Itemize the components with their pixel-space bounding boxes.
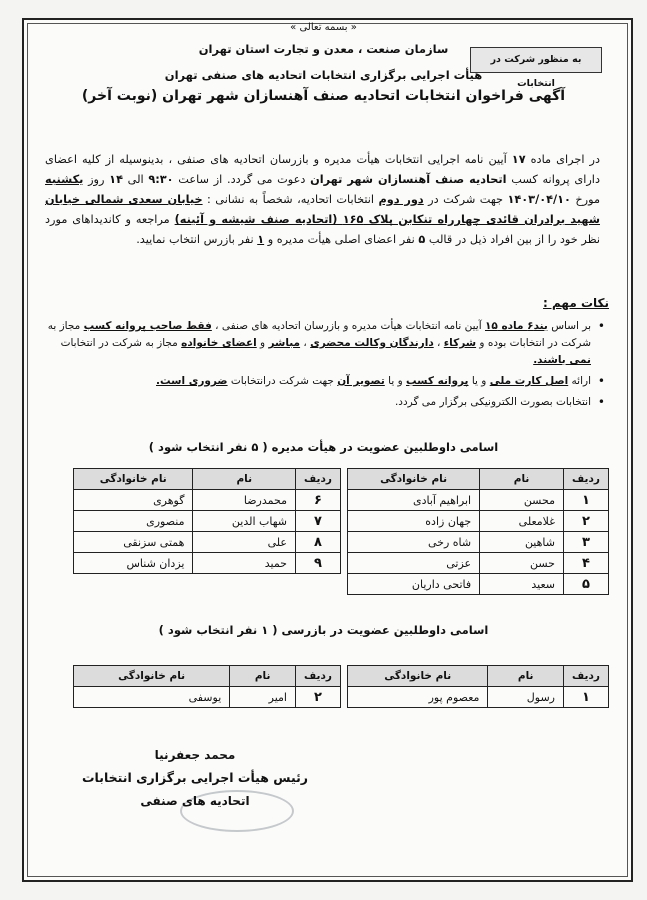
table-row: ۹ حمید یزدان شناس xyxy=(74,553,341,574)
column-header: نام xyxy=(488,666,564,687)
table-row: ۸ علی همتی سزنقی xyxy=(74,532,341,553)
column-header: نام xyxy=(193,469,296,490)
board-table-left xyxy=(73,468,341,574)
table-row: ۳ شاهین شاه رخی xyxy=(348,532,609,553)
column-header: ردیف xyxy=(296,666,341,687)
note-item: • ارائه اصل کارت ملی و یا پروانه کسب و یا تصویر آن جهت شرکت درانتخابات ضروری است. xyxy=(45,373,605,390)
column-header: نام خانوادگی xyxy=(348,469,480,490)
basmala: « بسمه تعالی » xyxy=(290,22,357,33)
notes-title: نکات مهم : xyxy=(543,296,609,310)
signatory-title-line2: اتحادیه های صنفی xyxy=(140,794,250,808)
table-row: ۲ غلامعلی جهان زاده xyxy=(348,511,609,532)
table-row: ۵ سعید فاتحی داریان xyxy=(348,574,609,595)
signatory-title: رئیس هیأت اجرایی برگزاری انتخابات xyxy=(82,770,308,785)
inspector-table-right xyxy=(347,665,609,708)
note-item: • بر اساس بند۶ ماده ۱۵ آیین نامه انتخابات هیأت مدیره و بازرسان اتحادیه های صنفی ، فقط صاحب پروانه کسب مجاز به شرکت در انتخابات بوده و شرکاء ، دارندگان وکالت محضری ، مباشر و اعضای خانواده مجاز به شرکت در انتخابات نمی باشند. xyxy=(45,318,605,369)
column-header: نام خانوادگی xyxy=(348,666,488,687)
purpose-stamp: به منظور شرکت در انتخابات xyxy=(470,47,602,73)
column-header: نام خانوادگی xyxy=(74,469,193,490)
notes-list xyxy=(45,318,605,415)
note-item: • انتخابات بصورت الکترونیکی برگزار می گردد. xyxy=(45,394,605,411)
column-header: نام xyxy=(230,666,296,687)
inspector-candidates-title: اسامی داوطلبین عضویت در بازرسی ( ۱ نفر انتخاب شود ) xyxy=(158,623,489,637)
announcement-paragraph: در اجرای ماده ۱۷ آیین نامه اجرایی انتخابات هیأت مدیره و بازرسان اتحادیه های صنفی ، بدینوسیله از کلیه اعضای دارای پروانه کسب اتحادیه صنف آهنسازان شهر تهران دعوت می گردد. از ساعت ۹:۳۰ الی ۱۴ روز یکشنبه مورخ ۱۴۰۳/۰۴/۱۰ جهت شرکت در دور دوم انتخابات اتحادیه، شخصاً به نشانی : خیابان سعدی شمالی خیابان شهید برادران قائدی چهارراه تنکابن پلاک ۱۶۵ (اتحادیه صنف شیشه و آئینه) مراجعه و کاندیداهای مورد نظر خود را از بین افراد ذیل در قالب ۵ نفر اعضای اصلی هیأت مدیره و ۱ نفر بازرس انتخاب نمایید. xyxy=(45,153,600,246)
inspector-table-left xyxy=(73,665,341,708)
column-header: ردیف xyxy=(564,666,609,687)
table-row: ۶ محمدرضا گوهری xyxy=(74,490,341,511)
organization-name: سازمان صنعت ، معدن و تجارت استان تهران xyxy=(198,42,449,56)
board-candidates-title: اسامی داوطلبین عضویت در هیأت مدیره ( ۵ نفر انتخاب شود ) xyxy=(148,440,499,454)
signatory-name: محمد جعفرنیا xyxy=(154,748,236,762)
column-header: نام خانوادگی xyxy=(74,666,230,687)
table-row: ۷ شهاب الدین منصوری xyxy=(74,511,341,532)
page-title: آگهی فراخوان انتخابات اتحادیه صنف آهنسازان شهر تهران (نوبت آخر) xyxy=(81,88,566,104)
table-row: ۴ حسن عزتی xyxy=(348,553,609,574)
column-header: ردیف xyxy=(296,469,341,490)
board-table-right xyxy=(347,468,609,595)
table-row: ۱ محسن ابراهیم آبادی xyxy=(348,490,609,511)
column-header: نام xyxy=(480,469,564,490)
board-name: هیأت اجرایی برگزاری انتخابات اتحادیه های صنفی تهران xyxy=(164,68,483,82)
column-header: ردیف xyxy=(564,469,609,490)
table-row: ۱ رسول معصوم پور xyxy=(348,687,609,708)
table-row: ۲ امیر یوسفی xyxy=(74,687,341,708)
